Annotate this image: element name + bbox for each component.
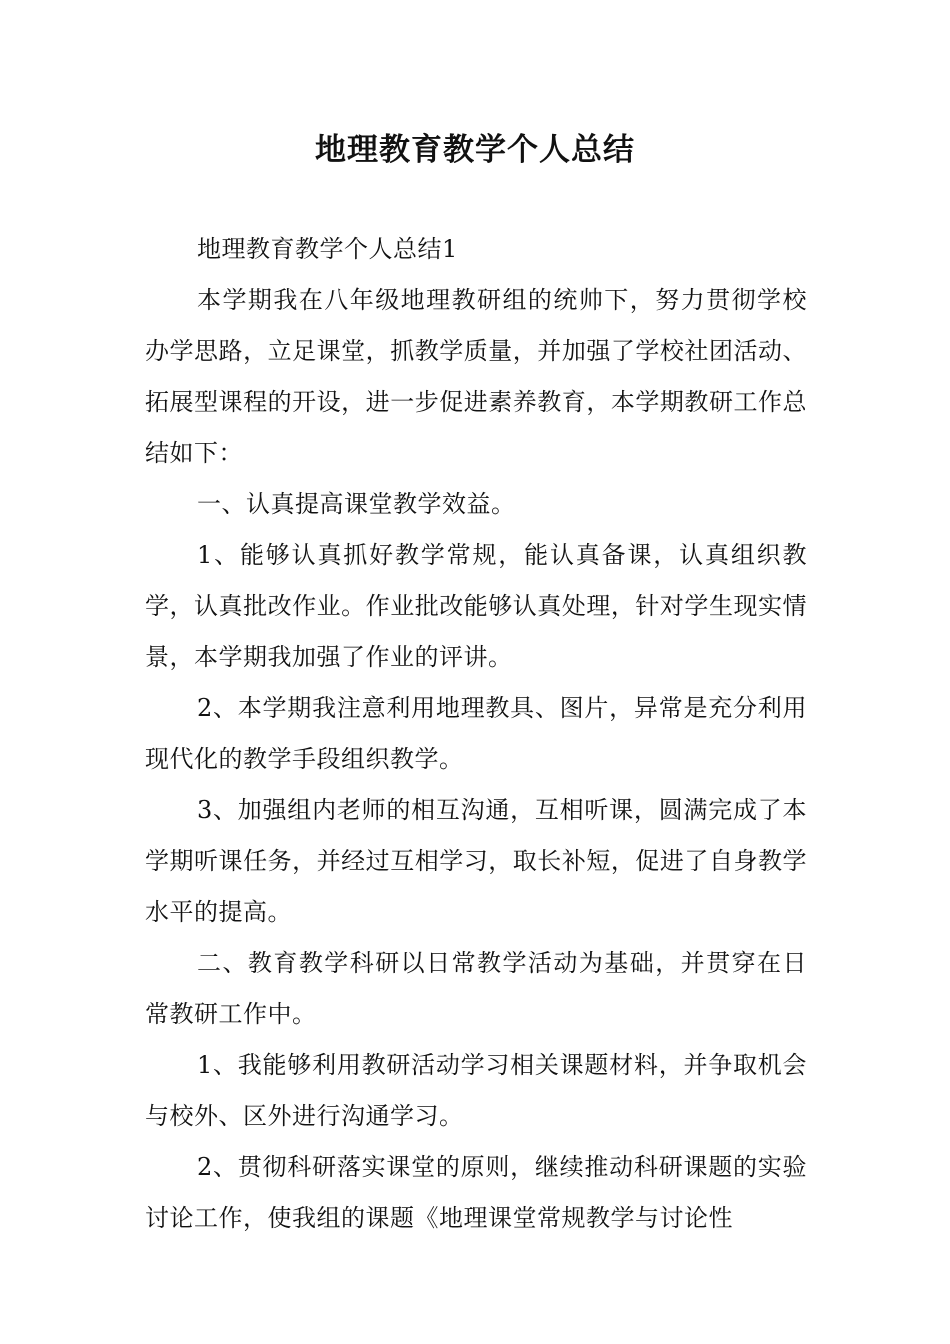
intro-paragraph: 本学期我在八年级地理教研组的统帅下，努力贯彻学校办学思路，立足课堂，抓教学质量，并加强了学校社团活动、拓展型课程的开设，进一步促进素养教育，本学期教研工作总结如下：	[145, 286, 807, 467]
list-item-1-3: 3、加强组内老师的相互沟通，互相听课，圆满完成了本学期听课任务，并经过互相学习，取长补短，促进了自身教学水平的提高。	[145, 796, 807, 926]
document-title: 地理教育教学个人总结	[315, 132, 635, 168]
section-heading-1: 一、认真提高课堂教学效益。	[197, 490, 516, 518]
list-item-1-1: 1、能够认真抓好教学常规，能认真备课，认真组织教学，认真批改作业。作业批改能够认真处理，针对学生现实情景，本学期我加强了作业的评讲。	[145, 541, 807, 671]
list-item-2-1: 1、我能够利用教研活动学习相关课题材料，并争取机会与校外、区外进行沟通学习。	[145, 1051, 807, 1130]
list-item-1-2: 2、本学期我注意利用地理教具、图片，异常是充分利用现代化的教学手段组织教学。	[145, 694, 807, 773]
document-body	[145, 224, 807, 1244]
subtitle-paragraph: 地理教育教学个人总结1	[197, 235, 458, 263]
list-item-2-2: 2、贯彻科研落实课堂的原则，继续推动科研课题的实验讨论工作，使我组的课题《地理课堂常规教学与讨论性	[145, 1153, 807, 1232]
section-heading-2: 二、教育教学科研以日常教学活动为基础，并贯穿在日常教研工作中。	[145, 949, 807, 1028]
